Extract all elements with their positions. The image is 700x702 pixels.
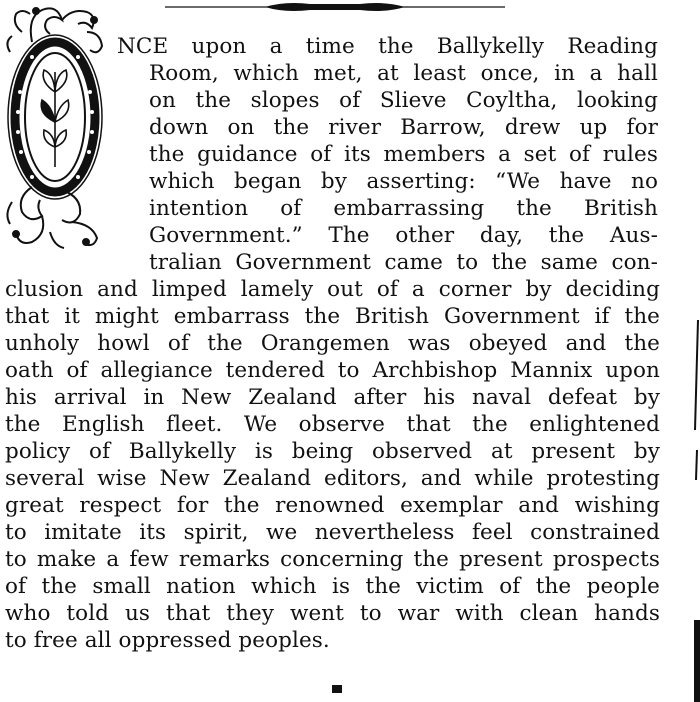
scan-edge-mark-2 (692, 450, 700, 480)
text-line-22: who told us that they went to war with clean hands (5, 601, 660, 626)
text-line-12: unholy howl of the Orangemen was obeyed and the (5, 331, 660, 356)
text-line-20: to make a few remarks concerning the present prospects (5, 547, 660, 572)
text-line-16: policy of Ballykelly is being observed at present by (5, 439, 660, 464)
ornamental-rule (165, 0, 505, 14)
text-line-17: several wise New Zealand editors, and while protesting (5, 466, 660, 491)
text-line-4: down on the river Barrow, drew up for (149, 115, 658, 140)
text-line-23: to free all oppressed peoples. (5, 628, 330, 653)
text-line-5: the guidance of its members a set of rules (149, 142, 658, 167)
text-line-21: of the small nation which is the victim of the people (5, 574, 660, 599)
text-line-15: the English fleet. We observe that the enlightened (5, 412, 660, 437)
text-line-1: NCE upon a time the Ballykelly Reading (117, 34, 658, 59)
text-line-2: Room, which met, at least once, in a hall (149, 61, 658, 86)
text-line-13: oath of allegiance tendered to Archbishop Mannix upon (5, 358, 660, 383)
text-line-18: great respect for the renowned exemplar and wishing (5, 493, 660, 518)
text-line-11: that it might embarrass the British Government if the (5, 304, 660, 329)
text-line-7: intention of embarrassing the British (149, 196, 658, 221)
text-line-8: Government.” The other day, the Aus- (149, 223, 658, 248)
text-line-9: tralian Government came to the same con- (149, 250, 658, 275)
text-line-6: which began by asserting: “We have no (149, 169, 658, 194)
printer-mark (331, 684, 343, 694)
text-line-10: clusion and limped lamely out of a corner by deciding (5, 277, 660, 302)
text-line-3: on the slopes of Slieve Coyltha, looking (149, 88, 658, 113)
text-line-19: to imitate its spirit, we nevertheless feel constrained (5, 520, 660, 545)
decorative-drop-cap (2, 2, 108, 252)
scan-edge-mark-3 (692, 620, 700, 702)
scan-edge-mark (692, 320, 700, 430)
text-line-14: his arrival in New Zealand after his naval defeat by (5, 385, 660, 410)
